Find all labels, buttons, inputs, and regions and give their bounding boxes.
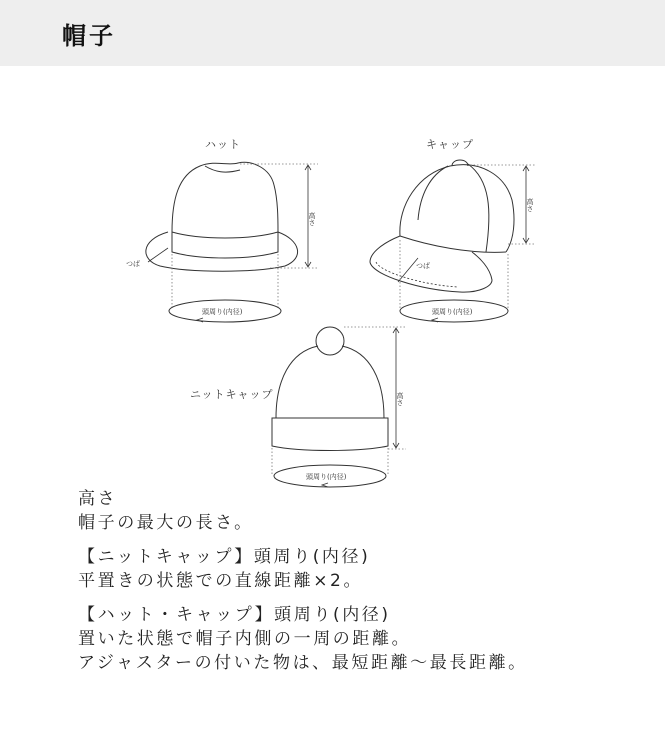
knit-cap-illustration	[190, 327, 406, 487]
diagram-svg	[0, 66, 665, 490]
hat-height-label: 高さ	[308, 212, 316, 226]
page-title: 帽子	[62, 22, 116, 50]
cap-brim-label: つば	[416, 262, 430, 270]
hat-illustration	[126, 138, 318, 322]
knit-cuff	[272, 418, 388, 451]
note-knit-desc: 平置きの状態での直線距離×2。	[78, 571, 364, 591]
note-height	[78, 487, 658, 535]
note-height-title: 高さ	[78, 489, 118, 509]
note-hatcap-title: 【ハット・キャップ】頭周り(内径)	[78, 605, 391, 625]
note-hatcap-desc2: アジャスターの付いた物は、最短距離～最長距離。	[78, 653, 528, 673]
note-height-desc: 帽子の最大の長さ。	[78, 513, 254, 533]
cap-seam-1	[418, 166, 448, 220]
hat-head-label: 頭周り(内径)	[202, 308, 243, 316]
knit-cap-title: ニットキャップ	[190, 388, 274, 401]
cap-crown	[400, 165, 514, 252]
hat-head-arrow	[197, 318, 203, 322]
knit-head-guides	[272, 448, 388, 476]
cap-height-label: 高さ	[526, 198, 534, 212]
cap-illustration	[370, 138, 536, 322]
cap-head-label: 頭周り(内径)	[432, 308, 473, 316]
hat-height-guides	[240, 164, 318, 268]
hat-head-guides	[172, 254, 278, 310]
cap-head-guides	[400, 240, 508, 308]
page-header	[0, 0, 665, 66]
note-knit-title: 【ニットキャップ】頭周り(内径)	[78, 547, 371, 567]
knit-pompom	[316, 327, 344, 355]
note-hatcap	[78, 603, 658, 675]
knit-body	[276, 346, 384, 418]
hat-brim-label: つば	[126, 260, 140, 268]
hat-crown	[172, 162, 278, 232]
measurement-notes	[78, 487, 658, 685]
note-knit	[78, 545, 658, 593]
knit-height-label: 高さ	[396, 392, 404, 406]
cap-seam-2	[468, 164, 489, 252]
hat-measurement-diagram	[0, 66, 665, 490]
hat-band	[172, 232, 278, 258]
hat-title: ハット	[205, 138, 241, 151]
hat-crown-crease	[205, 166, 240, 172]
knit-head-label: 頭周り(内径)	[306, 473, 347, 481]
cap-title: キャップ	[426, 138, 474, 151]
note-hatcap-desc1: 置いた状態で帽子内側の一周の距離。	[78, 629, 412, 649]
hat-brim-arrow	[148, 248, 168, 262]
cap-crown-base	[400, 236, 506, 252]
knit-height-guides	[344, 327, 406, 449]
